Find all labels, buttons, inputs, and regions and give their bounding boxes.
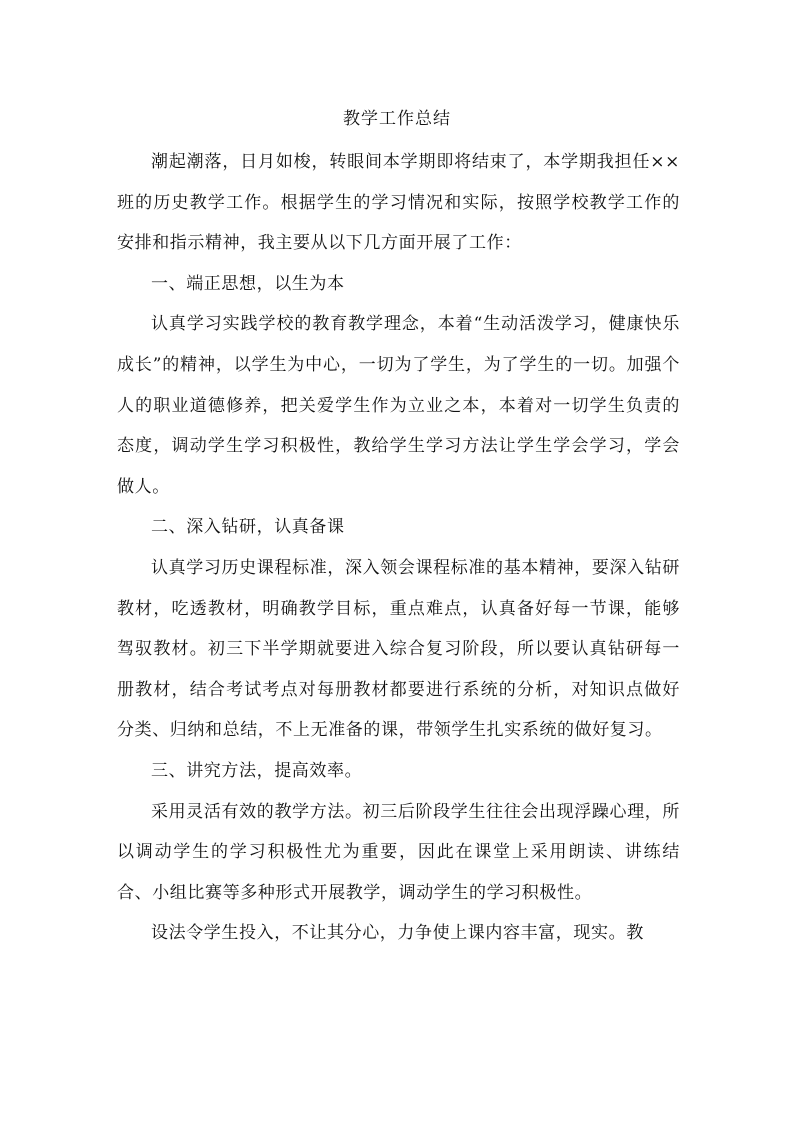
paragraph-intro: 潮起潮落，日月如梭，转眼间本学期即将结束了，本学期我担任××班的历史教学工作。根据学生的学习情况和实际，按照学校教学工作的安排和指示精神，我主要从以下几方面开展了工作：: [117, 152, 680, 254]
paragraph-section-3-continued: 设法令学生投入，不让其分心，力争使上课内容丰富，现实。教: [151, 923, 644, 944]
paragraph-section-1: 认真学习实践学校的教育教学理念，本着“生动活泼学习，健康快乐成长”的精神，以学生为中心，一切为了学生，为了学生的一切。加强个人的职业道德修养，把关爱学生作为立业之本，本着对一切学生负责的态度，调动学生学习积极性，教给学生学习方法让学生学会学习，学会做人。: [117, 314, 680, 497]
section-heading-2: 二、深入钻研，认真备课: [151, 517, 345, 538]
document-title: 教学工作总结: [343, 109, 451, 129]
section-heading-1: 一、端正思想，以生为本: [151, 273, 345, 294]
paragraph-section-3: 采用灵活有效的教学方法。初三后阶段学生往往会出现浮躁心理，所以调动学生的学习积极性尤为重要，因此在课堂上采用朗读、讲练结合、小组比赛等多种形式开展教学，调动学生的学习积极性。: [117, 801, 680, 903]
section-heading-3: 三、讲究方法，提高效率。: [151, 760, 363, 781]
paragraph-section-2: 认真学习历史课程标准，深入领会课程标准的基本精神，要深入钻研教材，吃透教材，明确教学目标，重点难点，认真备好每一节课，能够驾驭教材。初三下半学期就要进入综合复习阶段，所以要认真钻研每一册教材，结合考试考点对每册教材都要进行系统的分析，对知识点做好分类、归纳和总结，不上无准备的课，带领学生扎实系统的做好复习。: [117, 557, 680, 741]
document-body: [117, 142, 680, 954]
